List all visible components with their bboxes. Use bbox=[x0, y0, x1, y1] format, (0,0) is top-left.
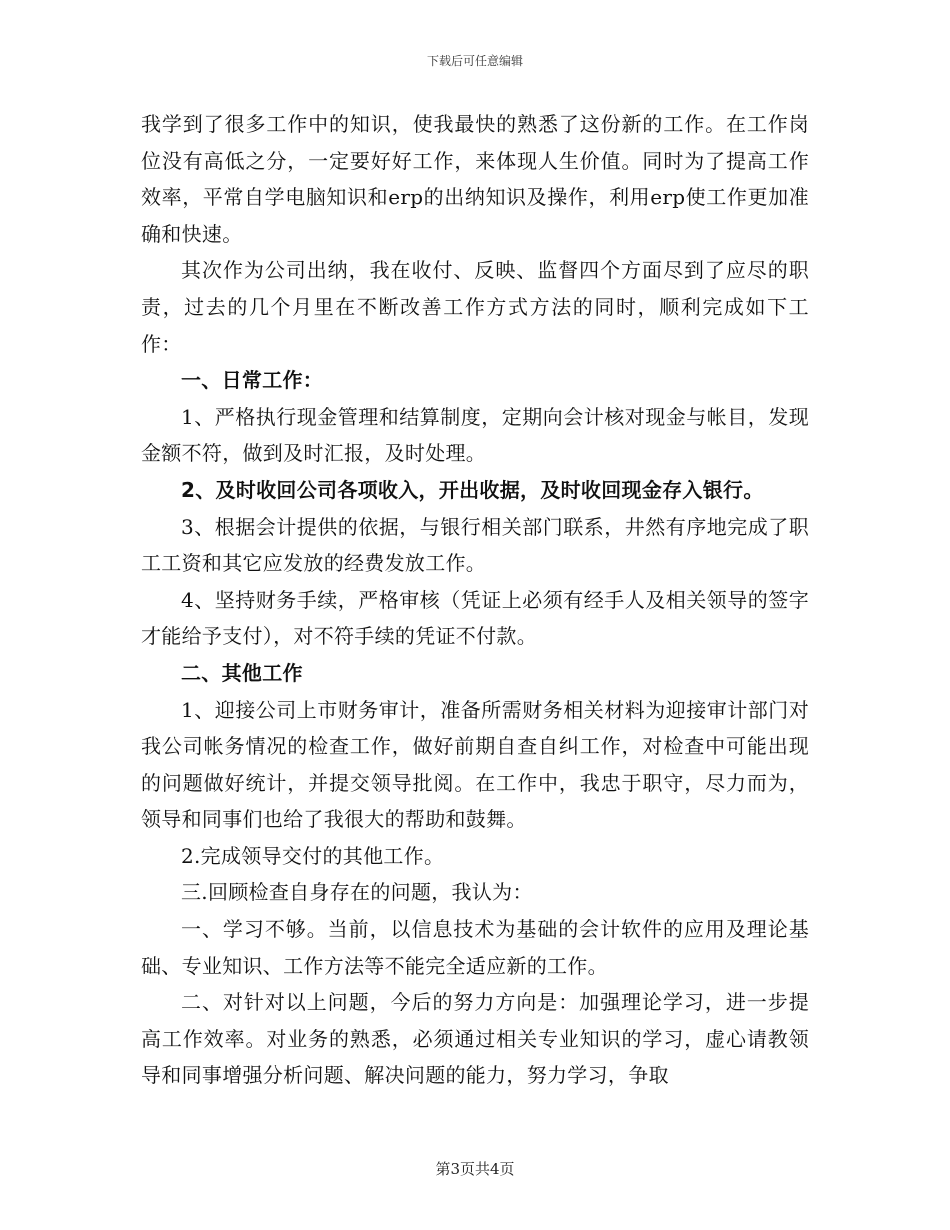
paragraph-other-item-2: 2.完成领导交付的其他工作。 bbox=[181, 843, 445, 868]
paragraph-daily-item-3: 3、根据会计提供的依据，与银行相关部门联系，井然有序地完成了职工工资和其它应发放的经费发放工作。 bbox=[141, 514, 809, 576]
paragraph-review-intro: 三.回顾检查自身存在的问题，我认为： bbox=[181, 880, 533, 905]
paragraph-daily-item-2: 2、及时收回公司各项收入，开出收据，及时收回现金存入银行。 bbox=[181, 477, 764, 502]
paragraph-1: 我学到了很多工作中的知识，使我最快的熟悉了这份新的工作。在工作岗位没有高低之分，一定要好好工作，来体现人生价值。同时为了提高工作效率，平常自学电脑知识和erp的出纳知识及操作，利用erp使工作更加准确和快速。 bbox=[141, 112, 809, 246]
paragraph-review-item-2: 二、对针对以上问题，今后的努力方向是：加强理论学习，进一步提高工作效率。对业务的熟悉，必须通过相关专业知识的学习，虚心请教领导和同事增强分析问题、解决问题的能力，努力学习，争取 bbox=[141, 990, 809, 1088]
paragraph-review-item-1: 一、学习不够。当前，以信息技术为基础的会计软件的应用及理论基础、专业知识、工作方法等不能完全适应新的工作。 bbox=[141, 917, 809, 978]
paragraph-daily-item-1: 1、严格执行现金管理和结算制度，定期向会计核对现金与帐目，发现金额不符，做到及时汇报，及时处理。 bbox=[141, 404, 809, 466]
page-header: 下载后可任意编辑 bbox=[426, 54, 523, 68]
paragraph-daily-item-4: 4、坚持财务手续，严格审核（凭证上必须有经手人及相关领导的签字才能给予支付），对不符手续的凭证不付款。 bbox=[141, 587, 809, 649]
section-heading-other-work: 二、其他工作 bbox=[181, 660, 303, 685]
paragraph-2: 其次作为公司出纳，我在收付、反映、监督四个方面尽到了应尽的职责，过去的几个月里在不断改善工作方式方法的同时，顺利完成如下工作： bbox=[141, 258, 809, 356]
page-number-footer: 第3页共4页 bbox=[435, 1160, 515, 1178]
paragraph-other-item-1: 1、迎接公司上市财务审计，准备所需财务相关材料为迎接审计部门对我公司帐务情况的检查工作，做好前期自查自纠工作，对检查中可能出现的问题做好统计，并提交领导批阅。在工作中，我忠于职守，尽力而为，领导和同事们也给了我很大的帮助和鼓舞。 bbox=[141, 697, 809, 832]
document-body bbox=[141, 106, 809, 1094]
section-heading-daily-work: 一、日常工作： bbox=[181, 368, 324, 393]
